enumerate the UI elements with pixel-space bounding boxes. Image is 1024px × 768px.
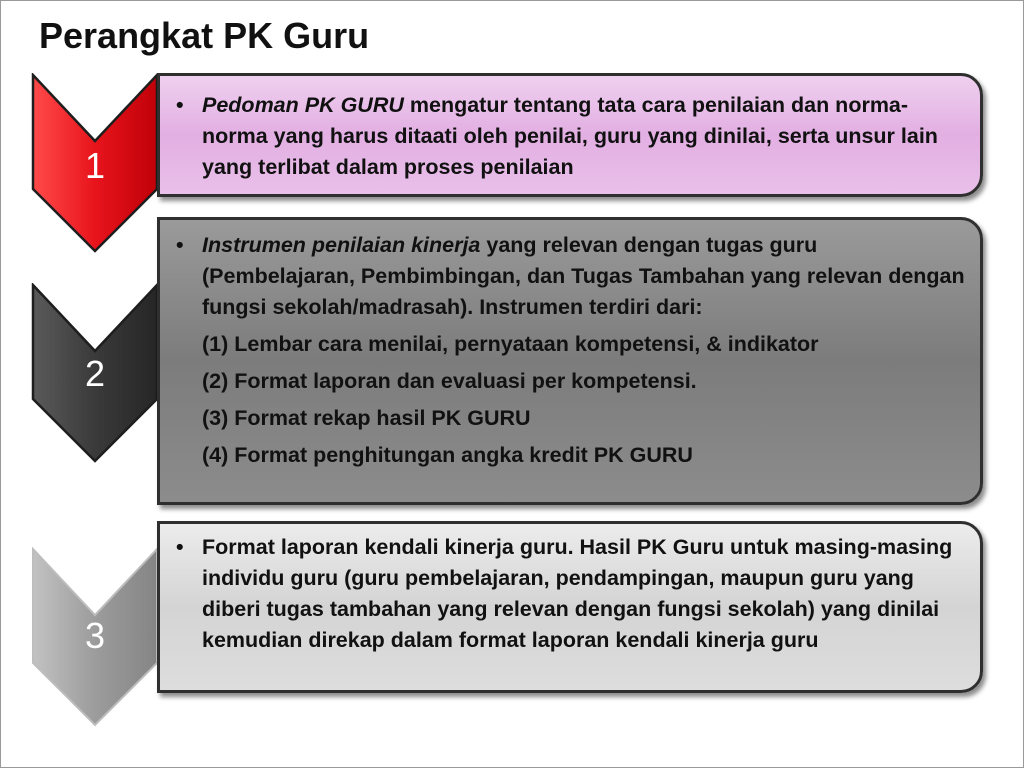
step-3-bullet <box>176 532 968 656</box>
step-1-bullet <box>176 90 968 183</box>
step-2-item-1: (1) Lembar cara menilai, pernyataan kompetensi, & indikator <box>202 332 819 356</box>
step-3-panel <box>157 521 983 693</box>
step-2-text: yang relevan dengan tugas guru (Pembelajaran, Pembimbingan, dan Tugas Tambahan yang relevan dengan fungsi sekolah/madrasah). Instrumen terdiri dari: <box>202 233 965 319</box>
step-1-text: mengatur tentang tata cara penilaian dan norma-norma yang harus ditaati oleh penilai, guru yang dinilai, serta unsur lain yang terlibat dalam proses penilaian <box>202 93 938 179</box>
step-2-item-3: (3) Format rekap hasil PK GURU <box>202 406 531 430</box>
step-3-number: 3 <box>84 615 106 656</box>
step-2-bullet <box>176 230 968 323</box>
step-1-panel <box>157 73 983 197</box>
step-2-panel <box>157 217 983 505</box>
page-title: Perangkat PK Guru <box>39 15 370 56</box>
bullet-icon: • <box>176 93 184 117</box>
step-1-number: 1 <box>84 145 106 186</box>
step-3-chevron <box>31 547 159 727</box>
bullet-icon: • <box>176 233 184 257</box>
step-2-italic: Instrumen penilaian kinerja <box>202 233 481 257</box>
step-2-item-4: (4) Format penghitungan angka kredit PK GURU <box>202 443 693 467</box>
step-1-chevron <box>31 73 159 253</box>
step-2-number: 2 <box>84 353 106 394</box>
bullet-icon: • <box>176 535 184 559</box>
step-2-chevron <box>31 283 159 463</box>
step-2-item-2: (2) Format laporan dan evaluasi per kompetensi. <box>202 369 697 393</box>
step-3-text: Format laporan kendali kinerja guru. Hasil PK Guru untuk masing-masing individu guru (guru pembelajaran, pendampingan, maupun guru yang diberi tugas tambahan yang relevan dengan fungsi sekolah) yang dinilai kemudian direkap dalam format laporan kendali kinerja guru <box>202 535 953 652</box>
step-1-italic: Pedoman PK GURU <box>202 93 404 117</box>
